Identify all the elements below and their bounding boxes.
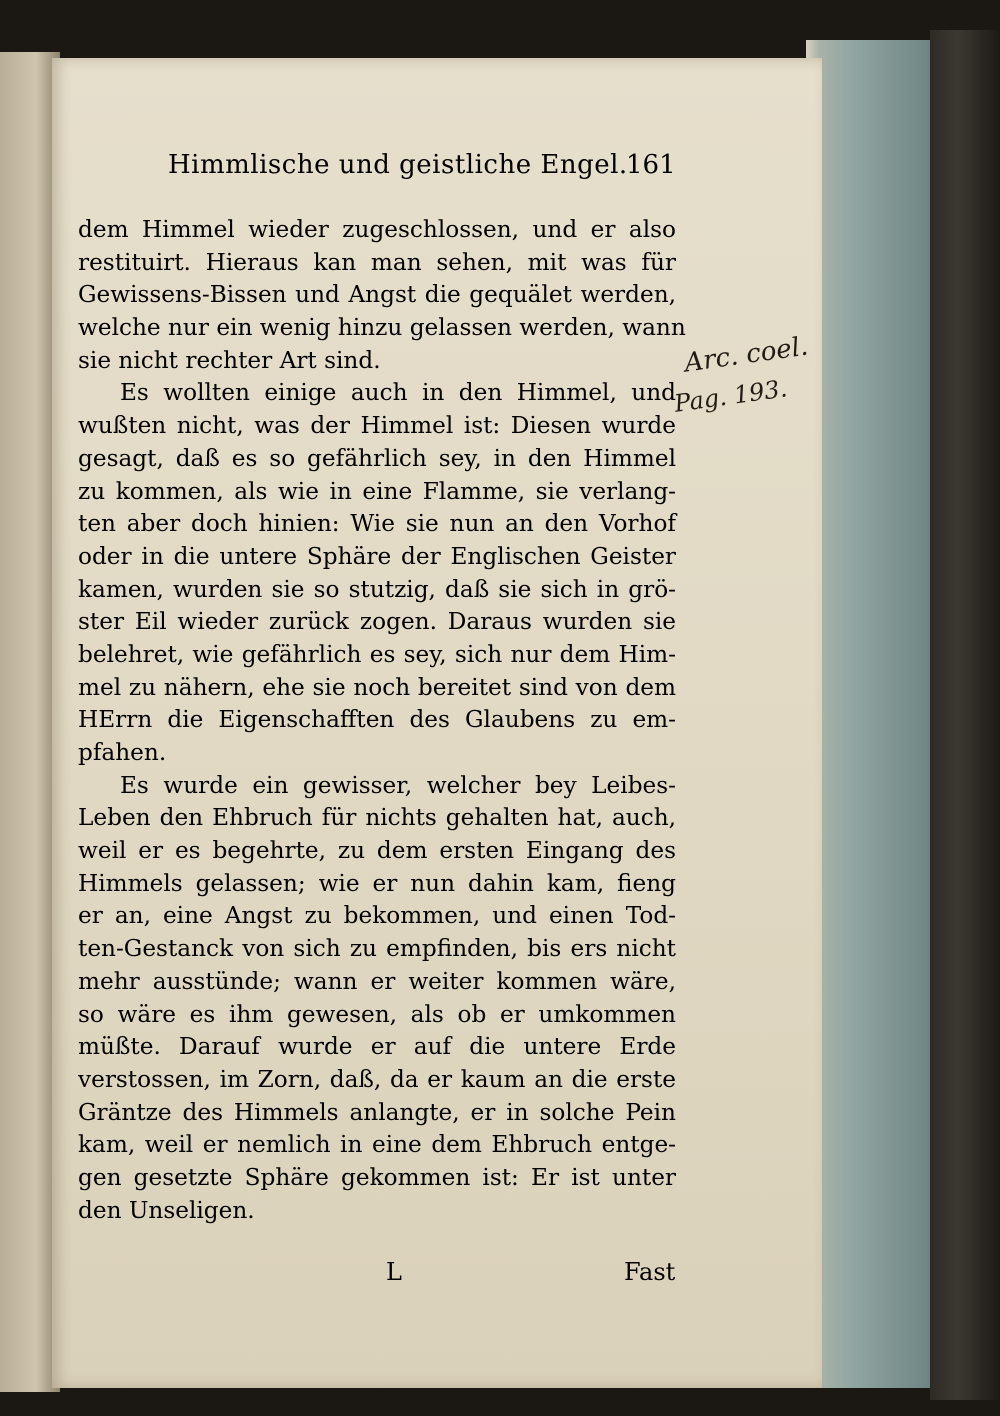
text-line: dem Himmel wieder zugeschlossen, und er also (78, 216, 676, 243)
text-line: wußten nicht, was der Himmel ist: Diesen wurde (78, 412, 676, 440)
text-line: HErrn die Eigenschafften des Glaubens zu em- (78, 706, 676, 734)
text-line: Es wollten einige auch in den Himmel, und (120, 379, 676, 407)
text-line: weil er es begehrte, zu dem ersten Eingang des (78, 837, 676, 865)
text-line: kam, weil er nemlich in eine dem Ehbruch entge- (78, 1131, 676, 1159)
text-line: Es wurde ein gewisser, welcher bey Leibes- (120, 771, 676, 799)
handwritten-margin-note: Arc. coel. (682, 331, 810, 379)
text-line: Gräntze des Himmels anlangte, er in solche Pein (78, 1098, 676, 1126)
text-line: restituirt. Hieraus kan man sehen, mit was für (78, 248, 676, 276)
facing-page-edge (0, 52, 60, 1392)
text-line: welche nur ein wenig hinzu gelassen werden, wann (78, 314, 686, 342)
text-line: ster Eil wieder zurück zogen. Daraus wurden sie (78, 608, 676, 636)
text-line: belehret, wie gefährlich es sey, sich nur dem Him- (78, 640, 676, 668)
text-line: gen gesetzte Sphäre gekommen ist: Er ist unter (78, 1163, 676, 1191)
text-line: zu kommen, als wie in eine Flamme, sie verlang- (78, 477, 676, 505)
text-line: den Unseligen. (78, 1196, 255, 1224)
text-line: Himmels gelassen; wie er nun dahin kam, fieng (78, 869, 676, 897)
text-line: ten aber doch hinien: Wie sie nun an den Vorhof (78, 510, 676, 538)
text-line: gesagt, daß es so gefährlich sey, in den Himmel (78, 444, 676, 472)
text-line: müßte. Darauf wurde er auf die untere Erde (78, 1033, 676, 1061)
signature-mark: L (386, 1258, 402, 1286)
text-line: oder in die untere Sphäre der Englischen Geister (78, 542, 676, 570)
text-line: er an, eine Angst zu bekommen, und einen Tod- (78, 902, 676, 930)
text-line: mehr ausstünde; wann er weiter kommen wäre, (78, 967, 676, 995)
text-line: sie nicht rechter Art sind. (78, 346, 381, 374)
running-head: Himmlische und geistliche Engel. (168, 150, 628, 180)
text-line: Gewissens-Bissen und Angst die gequälet werden, (78, 281, 676, 309)
body-text (78, 214, 686, 1227)
text-line: mel zu nähern, ehe sie noch bereitet sind von dem (78, 673, 676, 701)
page-number: 161 (626, 150, 676, 180)
text-line: ten-Gestanck von sich zu empfinden, bis ers nicht (78, 935, 676, 963)
text-line: Leben den Ehbruch für nichts gehalten hat, auch, (78, 804, 676, 832)
text-line: so wäre es ihm gewesen, als ob er umkommen (78, 1000, 676, 1028)
text-line: pfahen. (78, 739, 167, 766)
catchword: Fast (624, 1258, 676, 1286)
handwritten-margin-note: Pag. 193. (672, 374, 789, 418)
book-cover (930, 30, 1000, 1400)
text-line: kamen, wurden sie so stutzig, daß sie sich in grö- (78, 575, 676, 603)
text-line: verstossen, im Zorn, daß, da er kaum an die erste (78, 1065, 676, 1093)
